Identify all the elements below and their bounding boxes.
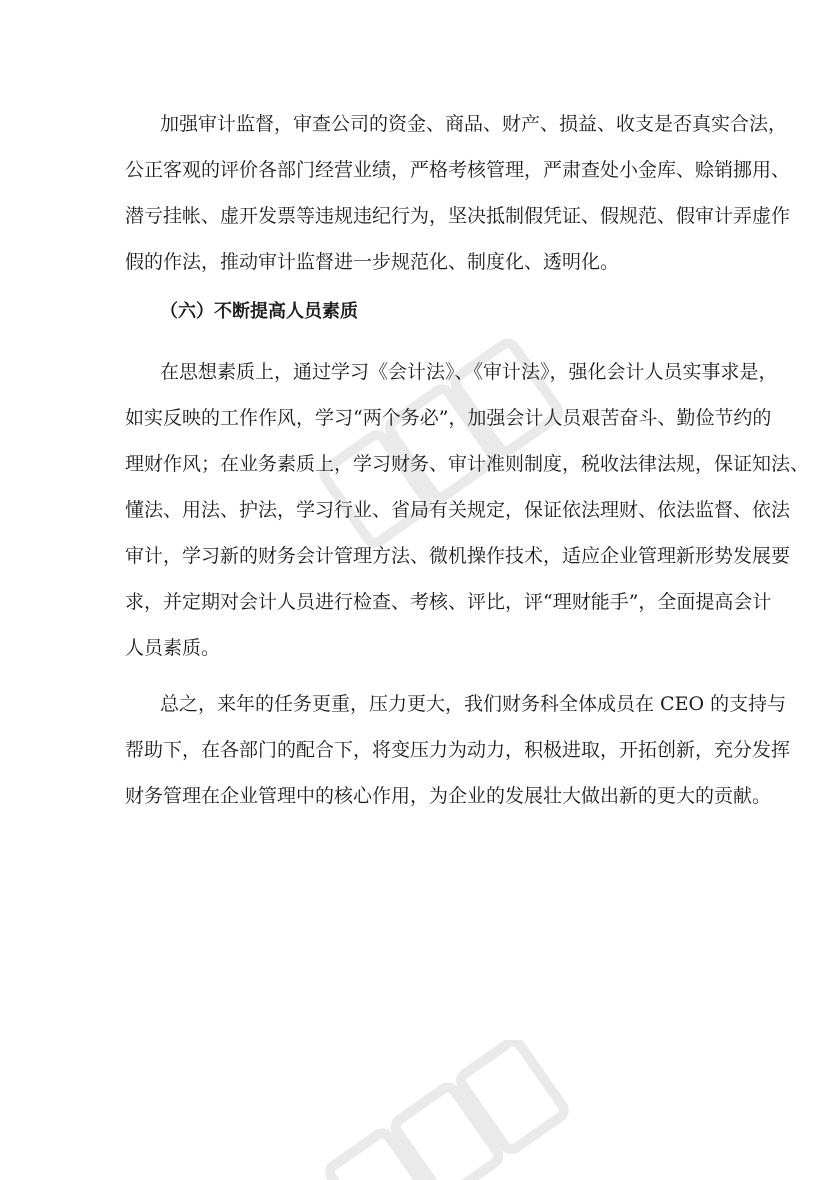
- paragraph-line: 理财作风；在业务素质上，学习财务、审计准则制度，税收法律法规，保证知法、: [125, 453, 810, 475]
- paragraph-line: 人员素质。: [125, 637, 221, 659]
- section-heading: （六）不断提高人员素质: [160, 301, 358, 322]
- paragraph-line: 帮助下，在各部门的配合下，将变压力为动力，积极进取，开拓创新，充分发挥: [125, 739, 791, 761]
- paragraph-line: 在思想素质上，通过学习《会计法》、《审计法》，强化会计人员实事求是，: [160, 361, 778, 383]
- paragraph-line: 审计，学习新的财务会计管理方法、微机操作技术，适应企业管理新形势发展要: [125, 545, 791, 567]
- paragraph-line: 潜亏挂帐、虚开发票等违规违纪行为，坚决抵制假凭证、假规范、假审计弄虚作: [125, 205, 791, 227]
- paragraph-line: 加强审计监督，审查公司的资金、商品、财产、损益、收支是否真实合法，: [160, 113, 788, 135]
- paragraph-line: 假的作法，推动审计监督进一步规范化、制度化、透明化。: [125, 251, 620, 273]
- paragraph-line: 如实反映的工作作风，学习“两个务必”，加强会计人员艰苦奋斗、勤俭节约的: [125, 407, 772, 429]
- paragraph-line: 总之，来年的任务更重，压力更大，我们财务科全体成员在 CEO 的支持与: [160, 693, 787, 715]
- paragraph-line: 财务管理在企业管理中的核心作用，为企业的发展壮大做出新的更大的贡献。: [125, 785, 772, 807]
- paragraph-line: 公正客观的评价各部门经营业绩，严格考核管理，严肃查处小金库、赊销挪用、: [125, 159, 791, 181]
- watermark-stamp-icon: [290, 1040, 590, 1180]
- paragraph-line: 懂法、用法、护法，学习行业、省局有关规定，保证依法理财、依法监督、依法: [125, 499, 791, 521]
- paragraph-line: 求，并定期对会计人员进行检查、考核、评比，评“理财能手”，全面提高会计: [125, 591, 772, 613]
